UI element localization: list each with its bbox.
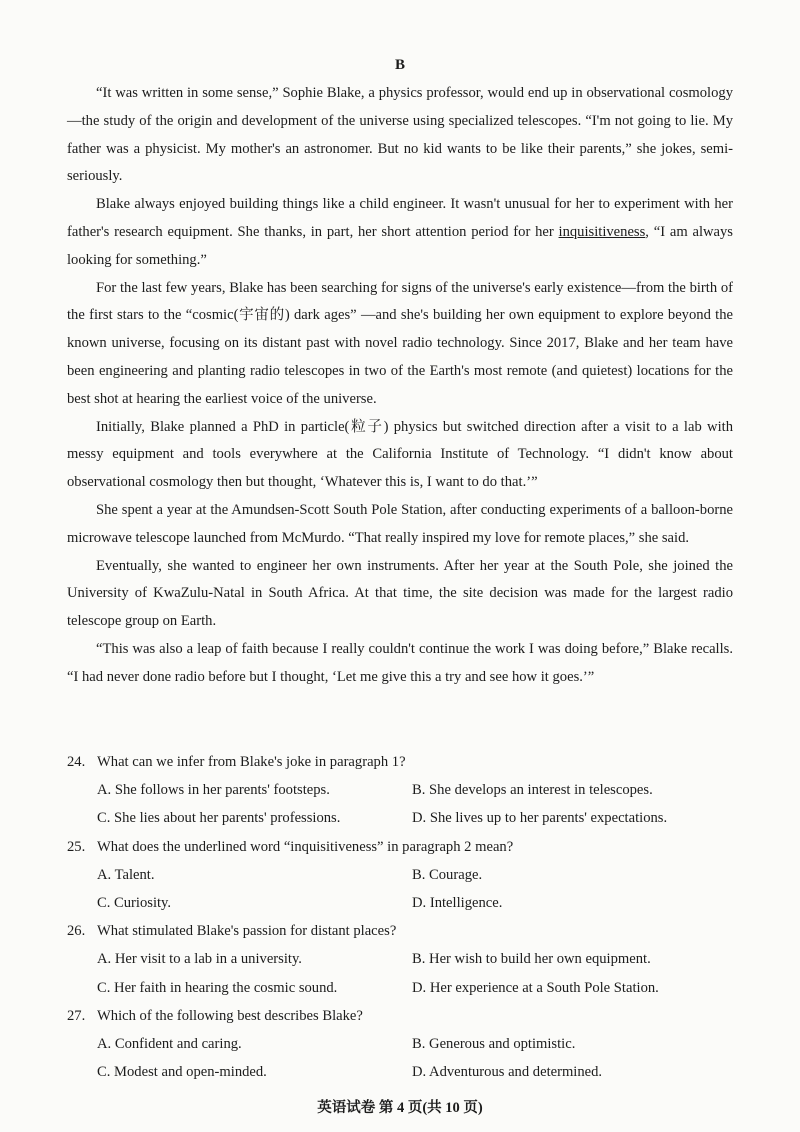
option-c[interactable]: C. Curiosity. <box>97 895 172 912</box>
question-25 <box>67 833 733 918</box>
paragraph-7: “This was also a leap of faith because I really couldn't continue the work I was doing before,” Blake recalls. “I had never done radio before but I thought, ‘Let me give this a try and see how it goes.’” <box>67 640 733 685</box>
question-stem: What can we infer from Blake's joke in paragraph 1? <box>97 754 406 770</box>
question-24 <box>67 748 733 833</box>
option-d[interactable]: D. She lives up to her parents' expectations. <box>412 810 668 827</box>
option-a[interactable]: A. Confident and caring. <box>97 1036 242 1053</box>
option-a[interactable]: A. Her visit to a lab in a university. <box>97 951 302 968</box>
paragraph-2-after: , “I am always looking for something.” <box>67 223 733 268</box>
question-list <box>67 748 733 1086</box>
page-footer: 英语试卷 第 4 页(共 10 页) <box>317 1100 483 1116</box>
paragraph-2-before: Blake always enjoyed building things like a child engineer. It wasn't unusual for her to experiment with her father's research equipment. She thanks, in part, her short attention period for her <box>67 196 733 240</box>
question-27 <box>67 1002 733 1087</box>
paragraph-6: Eventually, she wanted to engineer her own instruments. After her year at the South Pole, she joined the University of KwaZulu-Natal in South Africa. At that time, the site decision was made for the largest radio telescope group on Earth. <box>67 557 733 630</box>
question-number: 27. <box>67 1007 86 1024</box>
option-b[interactable]: B. She develops an interest in telescopes. <box>412 782 653 799</box>
option-c[interactable]: C. Modest and open-minded. <box>97 1064 267 1081</box>
option-a[interactable]: A. Talent. <box>97 866 155 883</box>
paragraph-5: She spent a year at the Amundsen-Scott South Pole Station, after conducting experiments of a balloon-borne microwave telescope launched from McMurdo. “That really inspired my love for remote places,” she said. <box>67 501 733 546</box>
section-heading: B <box>394 57 405 73</box>
option-c[interactable]: C. She lies about her parents' professions. <box>97 810 341 827</box>
option-c[interactable]: C. Her faith in hearing the cosmic sound. <box>97 979 338 996</box>
reading-passage <box>67 80 733 692</box>
option-d[interactable]: D. Adventurous and determined. <box>412 1064 603 1081</box>
question-stem: Which of the following best describes Blake? <box>97 1007 363 1024</box>
option-d[interactable]: D. Her experience at a South Pole Station. <box>412 979 659 996</box>
question-number: 25. <box>67 838 86 855</box>
option-b[interactable]: B. Courage. <box>412 866 483 883</box>
paragraph-4: Initially, Blake planned a PhD in particle(粒子) physics but switched direction after a visit to a lab with messy equipment and tools everywhere at the California Institute of Technology. “I didn't know about observational cosmology then but thought, ‘Whatever this is, I want to do that.’” <box>67 418 733 491</box>
paragraph-1: “It was written in some sense,” Sophie Blake, a physics professor, would end up in observational cosmology—the study of the origin and development of the universe using specialized telescopes. “I'm not going to lie. My father was a physicist. My mother's an astronomer. But no kid wants to be like their parents,” she jokes, semi-seriously. <box>67 85 733 185</box>
question-number: 26. <box>67 923 86 940</box>
question-number: 24. <box>67 754 86 770</box>
option-b[interactable]: B. Generous and optimistic. <box>412 1036 576 1053</box>
question-26 <box>67 917 733 1002</box>
paragraph-2 <box>67 191 733 274</box>
question-stem: What stimulated Blake's passion for distant places? <box>97 923 397 940</box>
paragraph-3: For the last few years, Blake has been searching for signs of the universe's early existence—from the birth of the first stars to the “cosmic(宇宙的) dark ages” —and she's building her own equipment to explore beyond the known universe, focusing on its distant past with novel radio technology. Since 2017, Blake and her team have been engineering and planting radio telescopes in two of the Earth's most remote (and quietest) locations for the best shot at hearing the earliest voice of the universe. <box>67 279 733 407</box>
underlined-word: inquisitiveness <box>558 223 646 240</box>
question-stem: What does the underlined word “inquisitiveness” in paragraph 2 mean? <box>97 838 514 855</box>
option-d[interactable]: D. Intelligence. <box>412 895 503 912</box>
option-b[interactable]: B. Her wish to build her own equipment. <box>412 951 651 968</box>
option-a[interactable]: A. She follows in her parents' footsteps. <box>97 782 330 799</box>
